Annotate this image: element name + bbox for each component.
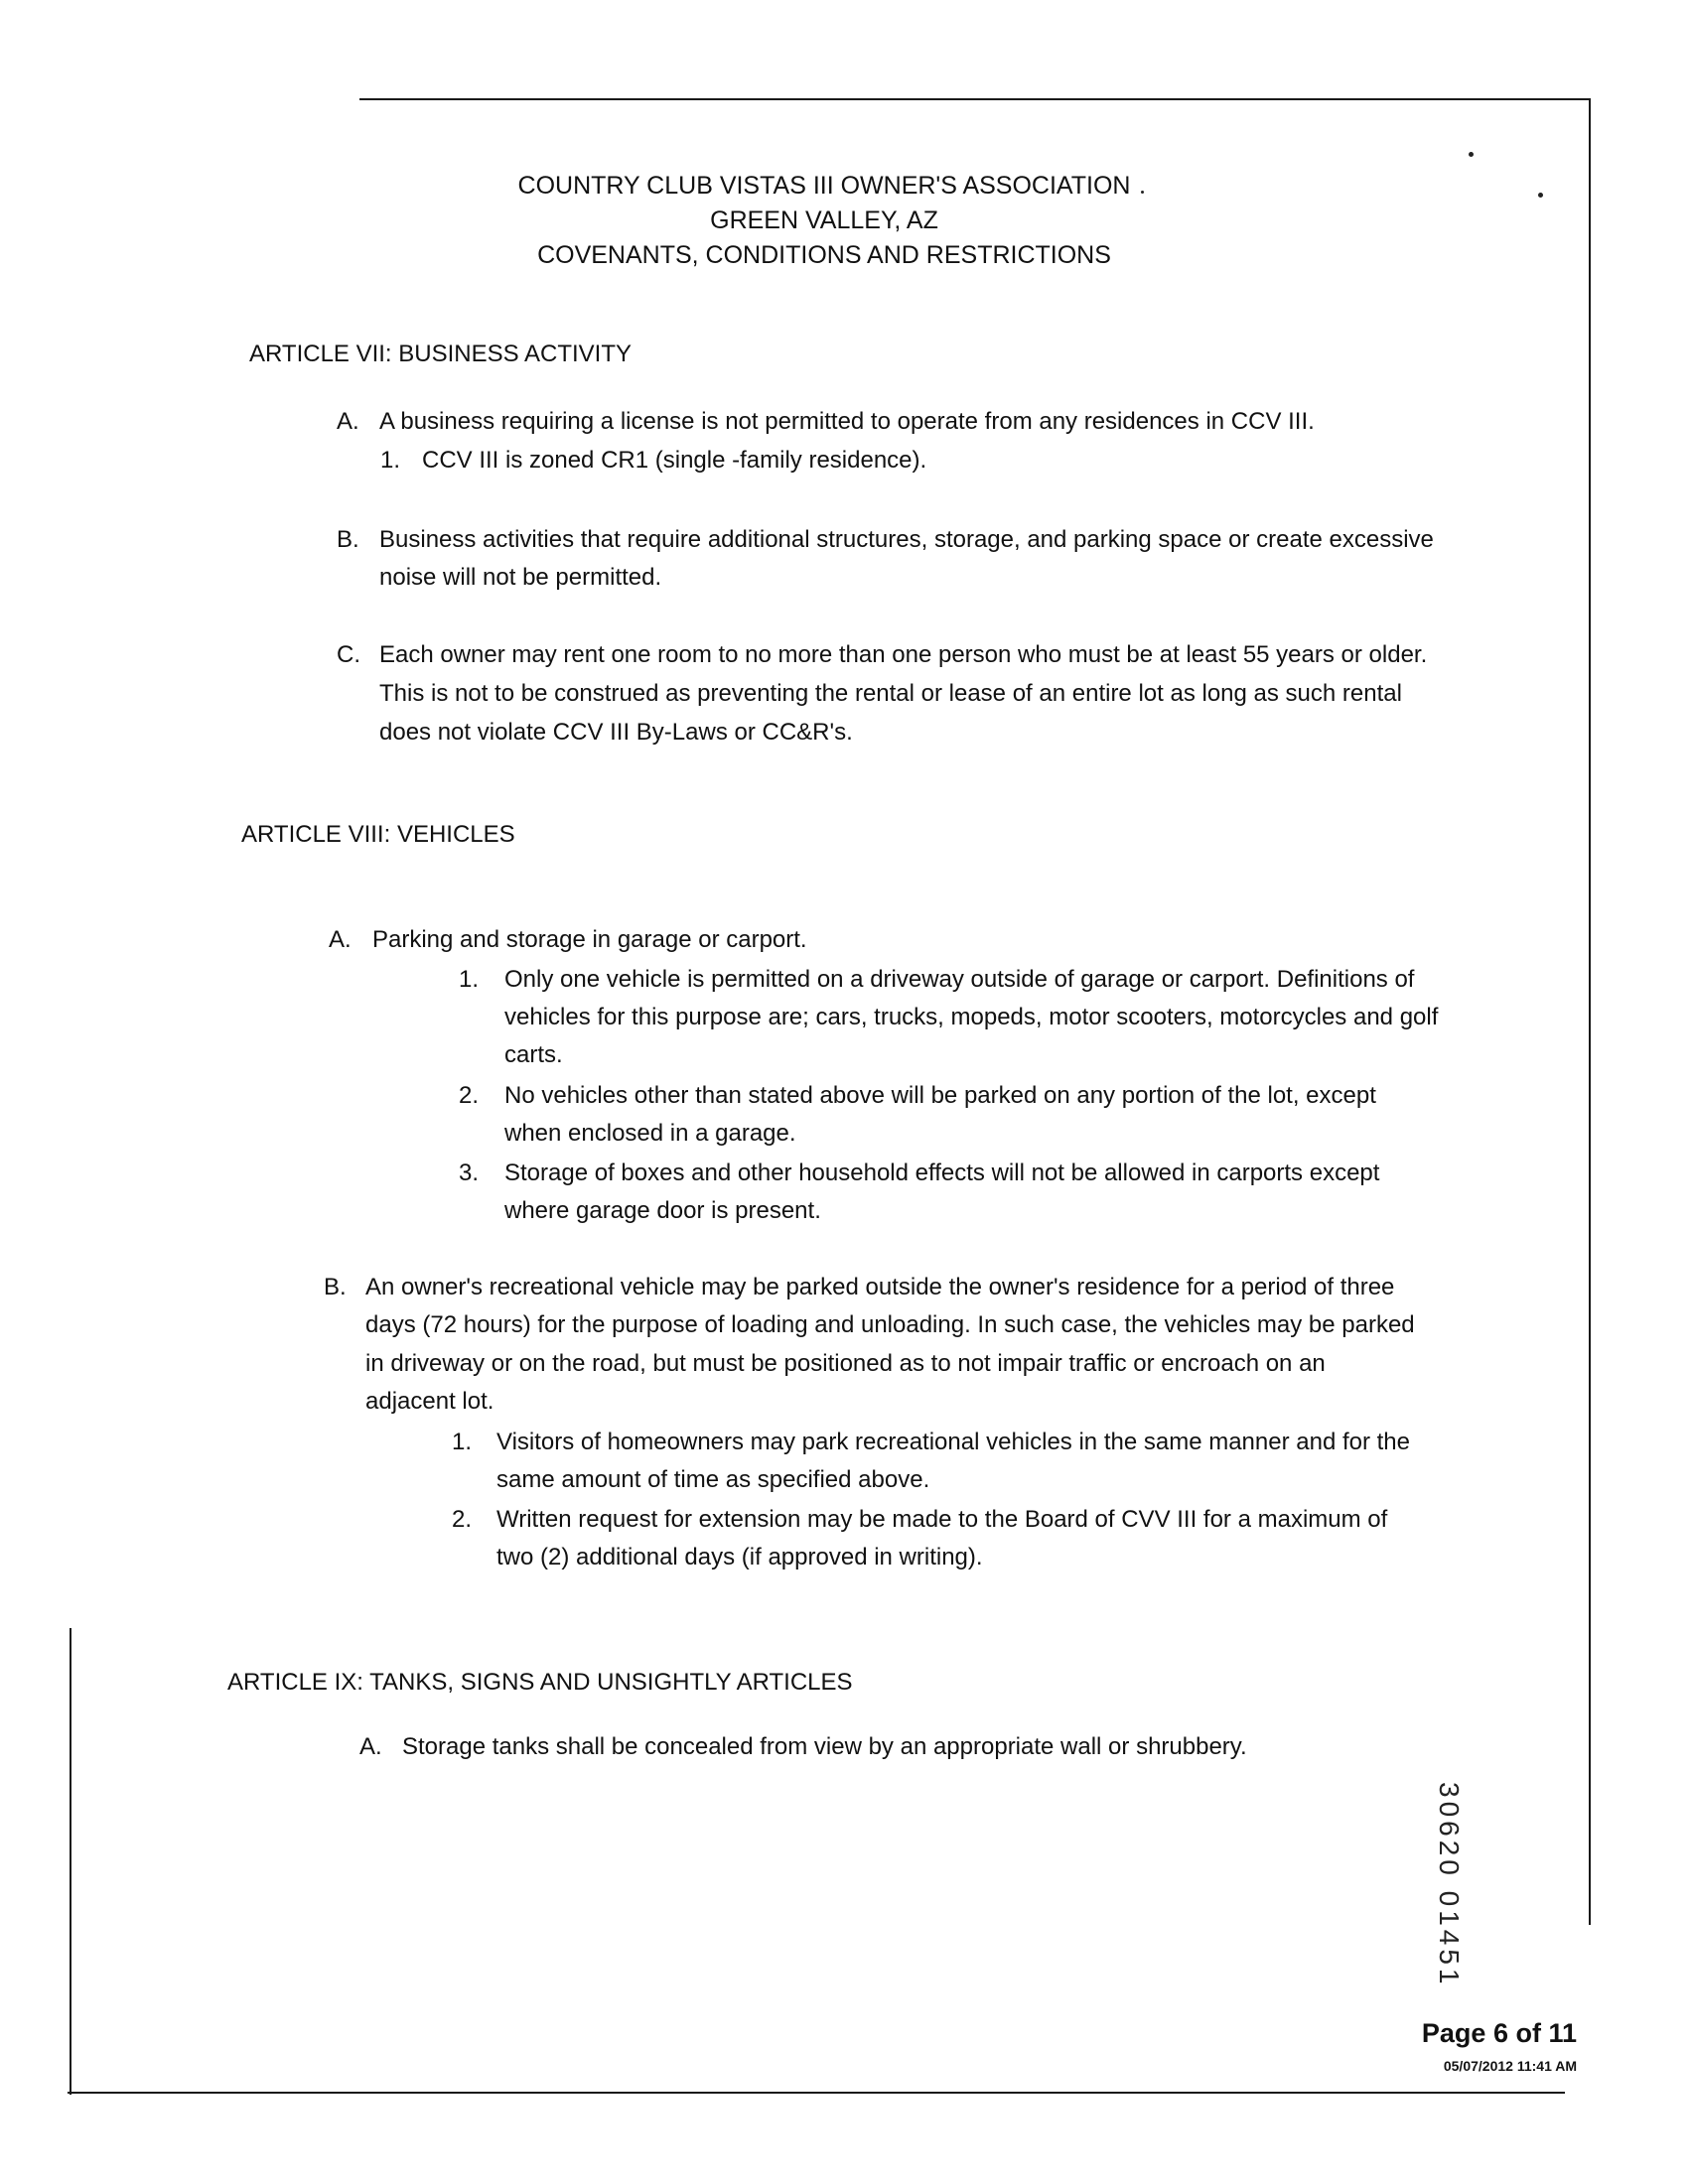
article-9-a-text: Storage tanks shall be concealed from view by an appropriate wall or shrubbery. <box>402 1733 1247 1760</box>
article-8-b-line: adjacent lot. <box>365 1388 494 1415</box>
article-7-b-line: Business activities that require additional structures, storage, and parking space or create excessive <box>379 526 1434 553</box>
article-7-a-marker: A. <box>337 408 359 435</box>
article-8-a-1-line: carts. <box>504 1041 563 1068</box>
article-7-c-marker: C. <box>337 641 360 668</box>
article-8-title: ARTICLE VIII: VEHICLES <box>241 821 515 848</box>
article-8-a-2-line: No vehicles other than stated above will be parked on any portion of the lot, except <box>504 1082 1376 1109</box>
scan-speck <box>1538 193 1543 198</box>
article-7-c-line: This is not to be construed as preventing the rental or lease of an entire lot as long as such rental <box>379 680 1402 707</box>
article-8-a-1-line: Only one vehicle is permitted on a driveway outside of garage or carport. Definitions of <box>504 966 1415 993</box>
article-8-a-3-line: Storage of boxes and other household effects will not be allowed in carports except <box>504 1160 1380 1186</box>
right-border-line <box>1589 98 1591 1925</box>
article-8-b-line: days (72 hours) for the purpose of loading and unloading. In such case, the vehicles may be parked <box>365 1311 1415 1338</box>
article-8-b-1-line: same amount of time as specified above. <box>496 1466 930 1493</box>
article-9-a-marker: A. <box>359 1733 382 1760</box>
article-7-a-1-text: CCV III is zoned CR1 (single -family residence). <box>422 447 927 474</box>
top-border-line <box>359 98 1591 100</box>
header-location: GREEN VALLEY, AZ <box>710 206 938 234</box>
article-7-a-1-marker: 1. <box>380 447 401 474</box>
bottom-border-line <box>68 2092 1565 2094</box>
article-8-b-2-line: Written request for extension may be made to the Board of CVV III for a maximum of <box>496 1506 1388 1533</box>
article-8-b-2-line: two (2) additional days (if approved in writing). <box>496 1544 983 1570</box>
article-8-b-line: An owner's recreational vehicle may be parked outside the owner's residence for a period of three <box>365 1274 1395 1300</box>
article-7-c-line: does not violate CCV III By-Laws or CC&R's. <box>379 719 853 746</box>
article-7-a-text: A business requiring a license is not permitted to operate from any residences in CCV III. <box>379 408 1315 435</box>
article-7-c-line: Each owner may rent one room to no more than one person who must be at least 55 years or older. <box>379 641 1428 668</box>
article-8-a-1-marker: 1. <box>459 966 480 993</box>
scan-speck <box>1469 152 1474 157</box>
article-8-a-3-marker: 3. <box>459 1160 480 1186</box>
article-8-a-marker: A. <box>329 926 352 953</box>
article-9-title: ARTICLE IX: TANKS, SIGNS AND UNSIGHTLY ARTICLES <box>227 1669 853 1696</box>
article-7-b-line: noise will not be permitted. <box>379 564 662 591</box>
article-8-a-3-line: where garage door is present. <box>504 1197 821 1224</box>
article-8-b-2-marker: 2. <box>452 1506 473 1533</box>
article-8-a-text: Parking and storage in garage or carport. <box>372 926 807 953</box>
header-association-name: COUNTRY CLUB VISTAS III OWNER'S ASSOCIATION <box>517 172 1131 200</box>
article-8-a-1-line: vehicles for this purpose are; cars, trucks, mopeds, motor scooters, motorcycles and golf <box>504 1004 1439 1030</box>
header-document-title: COVENANTS, CONDITIONS AND RESTRICTIONS <box>537 241 1111 269</box>
article-7-b-marker: B. <box>337 526 359 553</box>
article-8-b-1-marker: 1. <box>452 1429 473 1455</box>
article-7-title: ARTICLE VII: BUSINESS ACTIVITY <box>249 341 632 367</box>
article-8-a-2-marker: 2. <box>459 1082 480 1109</box>
article-8-b-marker: B. <box>324 1274 347 1300</box>
page-number: Page 6 of 11 <box>1421 2018 1577 2048</box>
article-8-b-line: in driveway or on the road, but must be positioned as to not impair traffic or encroach on an <box>365 1350 1326 1377</box>
left-border-line <box>70 1628 71 2095</box>
article-8-b-1-line: Visitors of homeowners may park recreational vehicles in the same manner and for the <box>496 1429 1411 1455</box>
recording-stamp: 30620 01451 <box>1434 1782 1465 1988</box>
print-timestamp: 05/07/2012 11:41 AM <box>1443 2058 1577 2074</box>
article-8-a-2-line: when enclosed in a garage. <box>504 1120 796 1147</box>
